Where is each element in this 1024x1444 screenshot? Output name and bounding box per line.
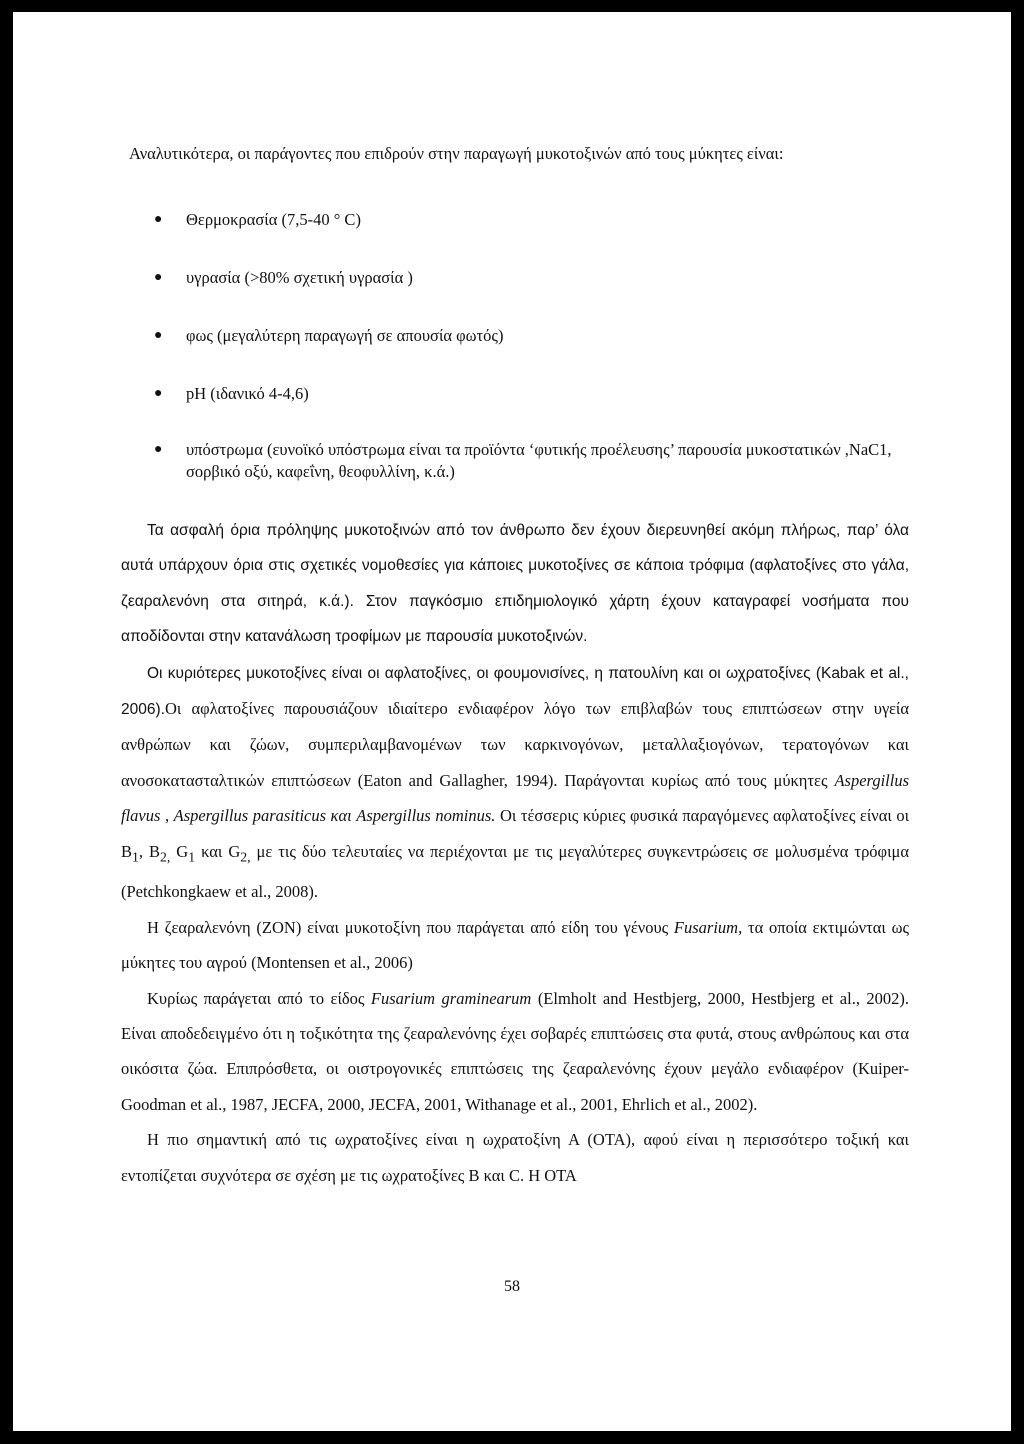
list-item: ● υπόστρωμα (ευνοϊκό υπόστρωμα είναι τα προϊόντα ‘φυτικής προέλευσης’ παρουσία μυκοστατικών ,NaC1, σορβικό οξύ, καφεΐνη, θεοφυλλίνη, κ.ά.) xyxy=(154,440,892,481)
list-item: ● φως (μεγαλύτερη παραγωγή σε απουσία φωτός) xyxy=(154,326,504,345)
bullet-icon: ● xyxy=(154,328,163,343)
list-item: ● Θερμοκρασία (7,5-40 ° C) xyxy=(154,210,361,229)
paragraph-safety-limits: Τα ασφαλή όρια πρόληψης μυκοτοξινών από τον άνθρωπο δεν έχουν διερευνηθεί ακόμη πλήρως, παρ’ όλα αυτά υπάρχουν όρια στις σχετικές νομοθεσίες για κάποιες μυκοτοξίνες σε κάποια τρόφιμα (αφλατοξίνες στο γάλα, ζεαραλενόνη στα σιτηρά, κ.ά.). Στον παγκόσμιο επιδημιολογικό χάρτη έχουν καταγραφεί νοσήματα που αποδίδονται στην κατανάλωση τροφίμων με παρουσία μυκοτοξινών. xyxy=(121,522,909,646)
page-number: 58 xyxy=(504,1278,520,1295)
list-item: ● pH (ιδανικό 4-4,6) xyxy=(154,384,309,403)
paragraph-zearalenone: Η ζεαραλενόνη (ZON) είναι μυκοτοξίνη που παράγεται από είδη του γένους Fusarium, τα οποία εκτιμώνται ως μύκητες του αγρού (Montensen et al., 2006) xyxy=(121,917,909,973)
bullet-icon: ● xyxy=(154,270,163,285)
bullet-icon: ● xyxy=(154,442,163,457)
paragraph-fusarium: Κυρίως παράγεται από το είδος Fusarium graminearum (Elmholt and Hestbjerg, 2000, Hestbjerg et al., 2002). Είναι αποδεδειγμένο ότι η τοξικότητα της ζεαραλενόνης έχει σοβαρές επιπτώσεις στα φυτά, στους ανθρώπους και στα οικόσιτα ζώα. Επιπρόσθετα, οι οιστρογονικές επιπτώσεις της ζεαραλενόνης έχουν μεγάλο ενδιαφέρον (Kuiper-Goodman et al., 1987, JECFA, 2000, JECFA, 2001, Withanage et al., 2001, Ehrlich et al., 2002). xyxy=(121,988,910,1114)
document-page xyxy=(13,12,1011,1431)
intro-paragraph: Αναλυτικότερα, οι παράγοντες που επιδρούν στην παραγωγή μυκοτοξινών από τους μύκητες είναι: xyxy=(129,144,784,163)
paragraph-ochratoxins: Η πιο σημαντική από τις ωχρατοξίνες είναι η ωχρατοξίνη Α (ΟΤΑ), αφού είναι η περισσότερο τοξική και εντοπίζεται συχνότερα σε σχέση με τις ωχρατοξίνες Β και C. Η ΟΤΑ xyxy=(121,1130,909,1185)
page-body xyxy=(121,139,909,1193)
bullet-icon: ● xyxy=(154,386,163,401)
list-item: ● υγρασία (>80% σχετική υγρασία ) xyxy=(154,268,413,287)
paragraph-main-mycotoxins: Οι κυριότερες μυκοτοξίνες είναι οι αφλατοξίνες, οι φουμονισίνες, η πατουλίνη και οι ωχρατοξίνες (Kabak et al., 2006).Οι αφλατοξίνες παρουσιάζουν ιδιαίτερο ενδιαφέρον λόγο των επιβλαβών τους επιπτώσεων στην υγεία ανθρώπων και ζώων, συμπεριλαμβανομένων των καρκινογόνων, μεταλλαξιογόνων, τερατογόνων και ανοσοκατασταλτικών επιπτώσεων (Eaton and Gallagher, 1994). Παράγονται κυρίως από τους μύκητες Aspergillus flavus , Aspergillus parasiticus και Aspergillus nominus. Οι τέσσερις κύριες φυσικά παραγόμενες αφλατοξίνες είναι οι $B_1$, $B_{2,}$ $G_1$ και $G_{2,}$ με τις δύο τελευταίες να περιέχονται με τις μεγαλύτερες συγκεντρώσεις σε μολυσμένα τρόφιμα (Petchkongkaew et al., 2008). xyxy=(121,664,910,902)
factor-list xyxy=(121,209,909,483)
bullet-icon: ● xyxy=(154,212,163,227)
